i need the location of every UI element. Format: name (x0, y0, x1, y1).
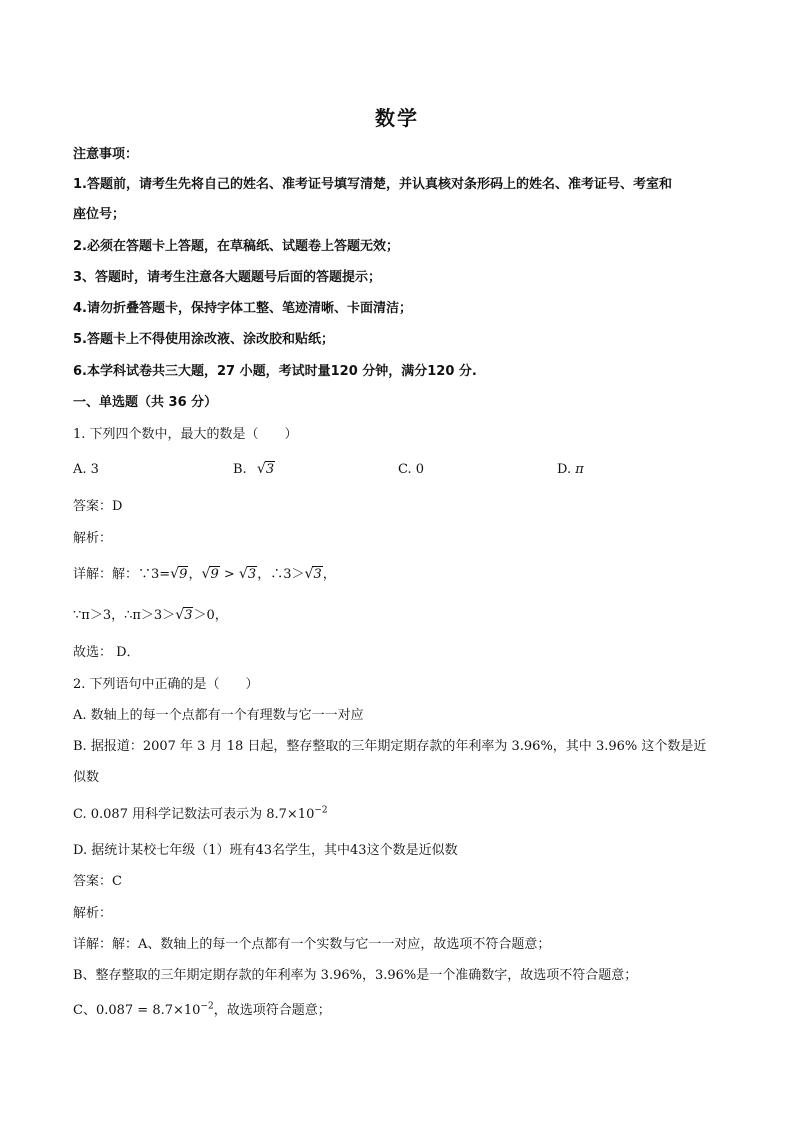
q1-option-d (557, 461, 584, 479)
radicand: 3 (313, 567, 322, 582)
notice-heading: 注意事项： (73, 147, 139, 162)
notice-line: 4.请勿折叠答题卡，保持字体工整、笔迹清晰、卡面清洁； (73, 301, 412, 316)
q2-option-b-line-2: 似数 (73, 770, 100, 785)
radicand: 3 (184, 608, 193, 623)
q1-option-a: A. 3 (73, 462, 99, 477)
notice-line: 2.必须在答题卡上答题，在草稿纸、试题卷上答题无效； (73, 239, 399, 254)
radicand: 3 (265, 462, 275, 477)
q2-detail-line-2: B、整存整取的三年期定期存款的年利率为 3.96%，3.96%是一个准确数字，故选项不符合题意； (73, 968, 638, 983)
q2-option-a: A. 数轴上的每一个点都有一个有理数与它一一对应 (73, 708, 364, 723)
detail-text: C、0.087 = 8.7×10 (73, 1003, 201, 1018)
sqrt-3: √ 3 (304, 566, 322, 582)
q2-option-c (73, 806, 328, 824)
notice-line: 座位号； (73, 207, 126, 222)
exponent: −2 (314, 805, 328, 816)
q1-option-c: C. 0 (398, 462, 425, 477)
q1-option-b (233, 461, 275, 479)
q1-detail-line-2 (73, 607, 228, 625)
sqrt-9: √ 9 (201, 566, 219, 582)
q2-answer: 答案：C (73, 874, 122, 889)
q1-answer: 答案：D (73, 499, 123, 514)
question-2-stem: 2. 下列语句中正确的是（ ） (73, 677, 259, 692)
option-label: B. (233, 462, 247, 477)
q1-analysis-label: 解析： (73, 531, 113, 546)
notice-line: 5.答题卡上不得使用涂改液、涂改胶和贴纸； (73, 332, 334, 347)
comma: ， (188, 567, 202, 582)
q1-detail-line-1 (73, 566, 336, 584)
notice-line: 1.答题前，请考生先将自己的姓名、准考证号填写清楚，并认真核对条形码上的姓名、准考证号、考室和 (73, 177, 672, 192)
option-text: C. 0.087 用科学记数法可表示为 8.7×10 (73, 807, 315, 822)
detail-text: ，∴3＞ (257, 567, 305, 582)
q2-analysis-label: 解析： (73, 906, 113, 921)
radicand: 9 (210, 567, 219, 582)
notice-line: 3、答题时，请考生注意各大题题号后面的答题提示； (73, 270, 382, 285)
question-1-stem: 1. 下列四个数中，最大的数是（ ） (73, 427, 298, 442)
notice-line: 6.本学科试卷共三大题，27 小题，考试时量120 分钟，满分120 分. (73, 364, 477, 379)
detail-text: 详解：解：∵3= (73, 567, 171, 582)
sqrt-3: √ 3 (256, 461, 275, 477)
q2-detail-line-1: 详解：解：A、数轴上的每一个点都有一个实数与它一一对应，故选项不符合题意； (73, 937, 551, 952)
page-title: 数学 (375, 106, 419, 130)
exponent: −2 (200, 1001, 214, 1012)
radicand: 3 (247, 567, 257, 582)
section-heading: 一、单选题（共 36 分） (73, 395, 218, 410)
sqrt-3: √ 3 (238, 566, 257, 582)
detail-text: ∵π＞3，∴π＞3＞ (73, 608, 176, 623)
pi-symbol: π (575, 462, 584, 477)
option-label: D. (557, 462, 572, 477)
detail-text: ＞0， (193, 608, 228, 623)
q2-option-d: D. 据统计某校七年级（1）班有43名学生，其中43这个数是近似数 (73, 843, 458, 858)
q2-detail-line-3 (73, 1002, 331, 1020)
greater-than: > (219, 567, 239, 582)
detail-text: ，故选项符合题意； (213, 1003, 331, 1018)
q2-option-b-line-1: B. 据报道：2007 年 3 月 18 日起，整存整取的三年期定期存款的年利率为 3.96%，其中 3.96% 这个数是近 (73, 739, 707, 754)
q1-choose: 故选： D． (73, 645, 140, 660)
radicand: 9 (179, 567, 188, 582)
sqrt-9: √ 9 (170, 566, 188, 582)
sqrt-3: √ 3 (175, 607, 193, 623)
comma: ， (322, 567, 336, 582)
